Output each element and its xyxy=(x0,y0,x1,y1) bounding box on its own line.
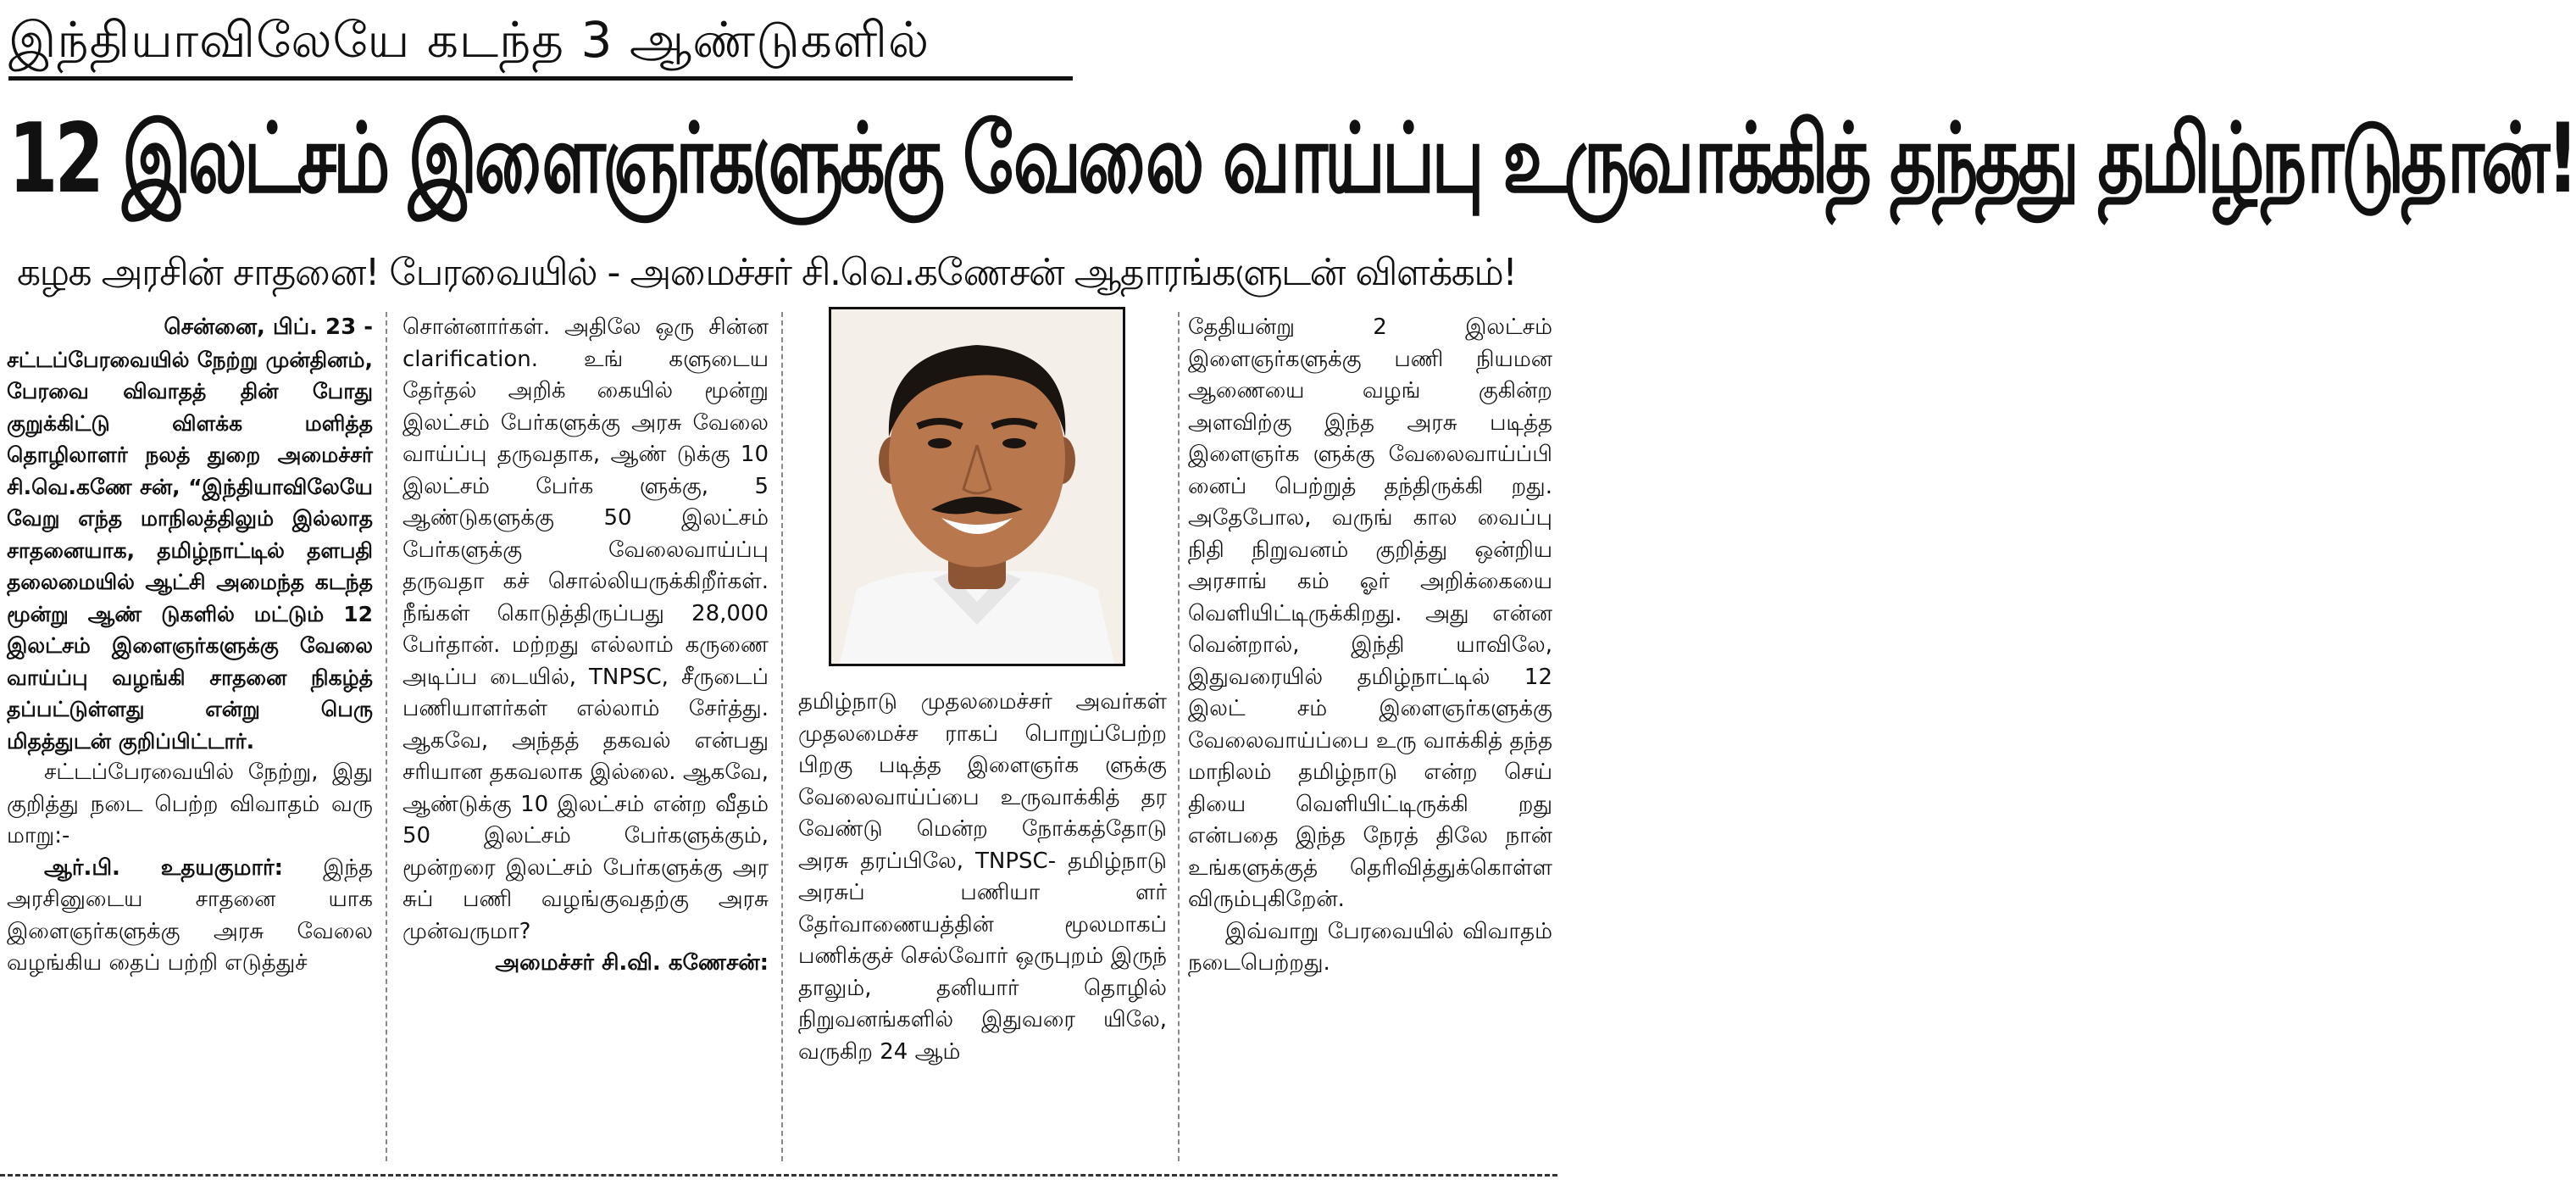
article-headline: 12 இலட்சம் இளைஞர்களுக்கு வேலை வாய்ப்பு உருவாக்கித் தந்தது தமிழ்நாடுதான்! xyxy=(8,102,2576,215)
article-column-2 xyxy=(402,312,769,1160)
dateline: சென்னை, பிப். 23 - xyxy=(164,314,373,340)
speech-text: இந்த அரசினுடைய சாதனை யாக இளைஞர்களுக்கு அரசு வேலை வழங்கிய தைப் பற்றி எடுத்துச் xyxy=(7,854,373,976)
speaker-name: ஆர்.பி. உதயகுமார்: xyxy=(44,854,284,881)
body-paragraph: சட்டப்பேரவையில் நேற்று, இது குறித்து நடை பெற்ற விவாதம் வரு மாறு:- xyxy=(7,759,373,848)
article-column-4 xyxy=(1188,312,1552,1160)
column-divider xyxy=(386,312,387,1161)
article-column-1 xyxy=(7,312,373,1160)
speaker-name: அமைச்சர் சி.வி. கணேசன்: xyxy=(495,950,769,976)
column-divider xyxy=(781,312,783,1161)
body-paragraph: தேதியன்று 2 இலட்சம் இளைஞர்களுக்கு பணி நியமன ஆணையை வழங் குகின்ற அளவிற்கு இந்த அரசு படித்த இளைஞர்க ளுக்கு வேலைவாய்ப்பி னைப் பெற்றுத் தந்திருக்கி றது. அதேபோல, வருங் கால வைப்பு நிதி நிறுவனம் குறித்து ஒன்றிய அரசாங் கம் ஓர் அறிக்கையை வெளியிட்டிருக்கிறது. அது என்ன வென்றால், இந்தி யாவிலே, இதுவரையில் தமிழ்நாட்டில் 12 இலட் சம் இளைஞர்களுக்கு வேலைவாய்ப்பை உரு வாக்கித் தந்த மாநிலம் தமிழ்நாடு என்ற செய் தியை வெளியிட்டிருக்கி றது என்பதை இந்த நேரத் திலே நான் உங்களுக்குத் தெரிவித்துக்கொள்ள விரும்புகிறேன். xyxy=(1188,314,1552,912)
speech-paragraph xyxy=(7,853,373,980)
article-column-3 xyxy=(798,687,1167,1160)
bottom-divider xyxy=(0,1174,1557,1177)
column-divider xyxy=(1178,312,1180,1161)
body-paragraph: தமிழ்நாடு முதலமைச்சர் அவர்கள் முதலமைச்ச ராகப் பொறுப்பேற்ற பிறகு படித்த இளைஞர்க ளுக்கு வேலைவாய்ப்பை உருவாக்கித் தர வேண்டு மென்ற நோக்கத்தோடு அரசு தரப்பிலே, TNPSC- தமிழ்நாடு அரசுப் பணியா ளர் தேர்வாணையத்தின் மூலமாகப் பணிக்குச் செல்வோர் ஒருபுறம் இருந் தாலும், தனியார் தொழில் நிறுவனங்களில் இதுவரை யிலே, வருகிற 24 ஆம் xyxy=(798,689,1167,1065)
closing-paragraph: இவ்வாறு பேரவையில் விவாதம் நடைபெற்றது. xyxy=(1188,918,1552,976)
article-kicker: இந்தியாவிலேயே கடந்த 3 ஆண்டுகளில் xyxy=(8,11,930,69)
lead-paragraph: சட்டப்பேரவையில் நேற்று முன்தினம், பேரவை விவாதத் தின் போது குறுக்கிட்டு விளக்க மளித்த தொழிலாளர் நலத் துறை அமைச்சர் சி.வெ.கணே சன், “இந்தியாவிலேயே வேறு எந்த மாநிலத்திலும் இல்லாத சாதனையாக, தமிழ்நாட்டில் தளபதி தலைமையில் ஆட்சி அமைந்த கடந்த மூன்று ஆண் டுகளில் மட்டும் 12 இலட்சம் இளைஞர்களுக்கு வேலை வாய்ப்பு வழங்கி சாதனை நிகழ்த் தப்பட்டுள்ளது என்று பெரு மிதத்துடன் குறிப்பிட்டார். xyxy=(7,347,373,754)
minister-photo xyxy=(829,307,1125,666)
body-paragraph: சொன்னார்கள். அதிலே ஒரு சின்ன clarification. உங் களுடைய தேர்தல் அறிக் கையில் மூன்று இலட்சம் பேர்களுக்கு அரசு வேலை வாய்ப்பு தருவதாக, ஆண் டுக்கு 10 இலட்சம் பேர்க ளுக்கு, 5 ஆண்டுகளுக்கு 50 இலட்சம் பேர்களுக்கு வேலைவாய்ப்பு தருவதா கச் சொல்லியருக்கிறீர்கள். நீங்கள் கொடுத்திருப்பது 28,000 பேர்தான். மற்றது எல்லாம் கருணை அடிப்ப டையில், TNPSC, சீருடைப் பணியாளர்கள் எல்லாம் சேர்த்து. ஆகவே, அந்தத் தகவல் என்பது சரியான தகவலாக இல்லை. ஆகவே, ஆண்டுக்கு 10 இலட்சம் என்ற வீதம் 50 இலட்சம் பேர்களுக்கும், மூன்றரை இலட்சம் பேர்களுக்கு அர சுப் பணி வழங்குவதற்கு அரசு முன்வருமா? xyxy=(402,314,769,944)
article-subhead: கழக அரசின் சாதனை! பேரவையில் - அமைச்சர் சி.வெ.கணேசன் ஆதாரங்களுடன் விளக்கம்! xyxy=(17,251,1517,294)
portrait-illustration xyxy=(831,309,1123,664)
